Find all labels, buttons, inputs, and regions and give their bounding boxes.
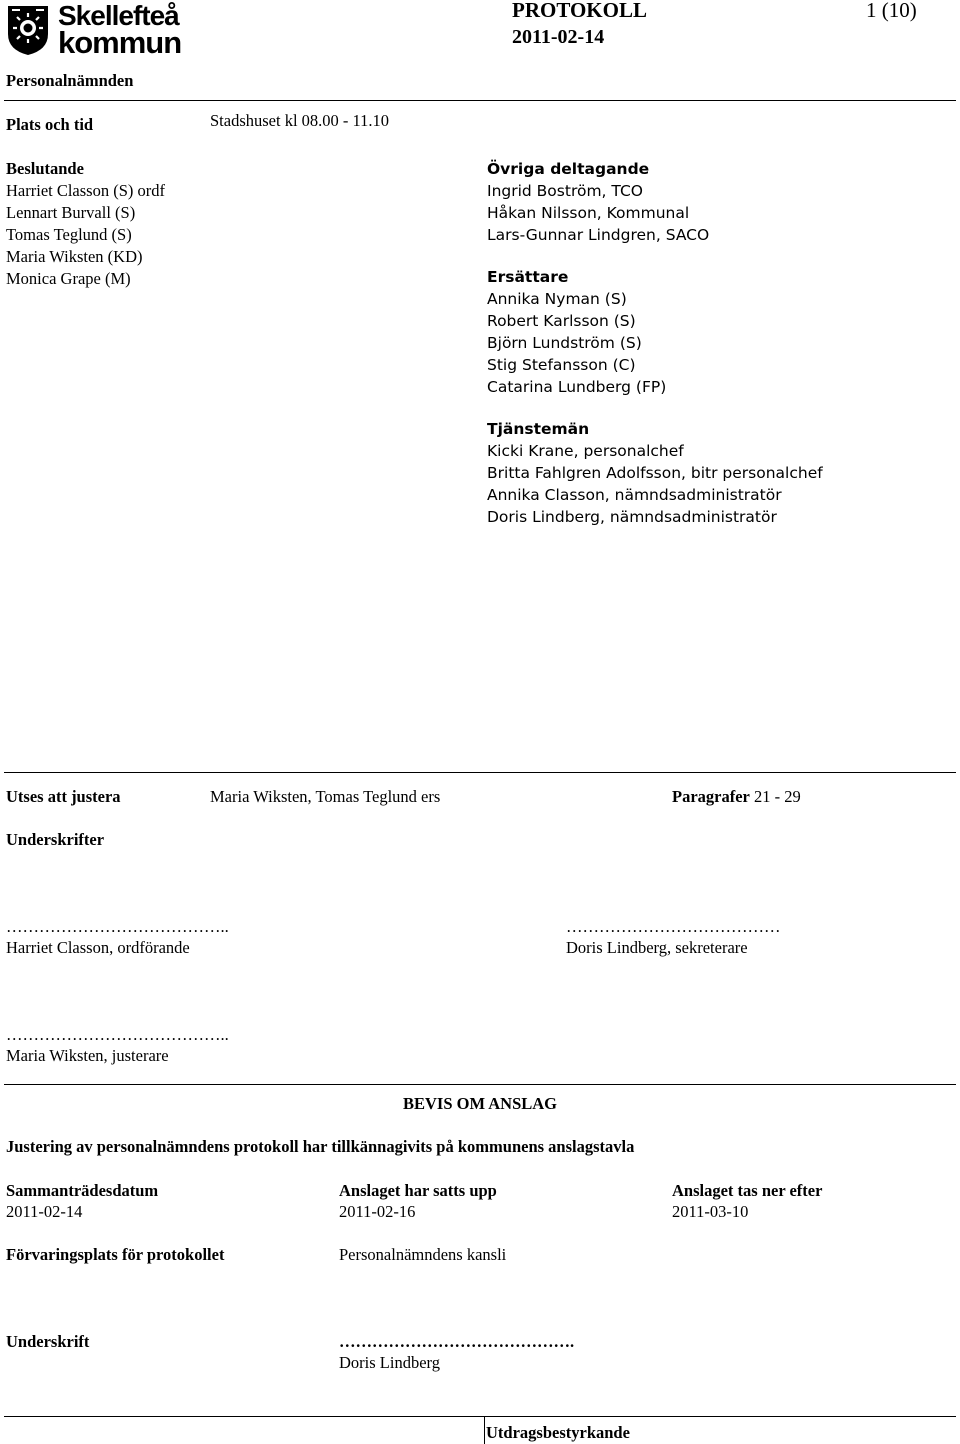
signatures-heading: Underskrifter [6, 830, 105, 849]
official-item: Doris Lindberg, nämndsadministratör [487, 508, 777, 526]
removed-date: 2011-03-10 [672, 1202, 749, 1221]
footer-divider [4, 1416, 956, 1417]
chair-name: Harriet Classon, ordförande [6, 938, 190, 957]
meeting-date-header: 2011-02-14 [512, 26, 605, 48]
footer-label: Utdragsbestyrkande [486, 1423, 630, 1442]
document-title: PROTOKOLL [512, 0, 647, 22]
substitute-item: Stig Stefansson (C) [487, 356, 636, 374]
footer-box-divider [484, 1416, 485, 1444]
posted-date: 2011-02-16 [339, 1202, 416, 1221]
secretary-signature-line: ………………………………… [566, 917, 781, 936]
header-divider [4, 100, 956, 101]
substitute-item: Annika Nyman (S) [487, 290, 627, 308]
ovriga-section [487, 158, 709, 246]
storage-value: Personalnämndens kansli [339, 1245, 507, 1264]
official-item: Annika Classon, nämndsadministratör [487, 486, 782, 504]
secretary-name: Doris Lindberg, sekreterare [566, 938, 748, 957]
official-item: Britta Fahlgren Adolfsson, bitr personalchef [487, 464, 823, 482]
member-item: Tomas Teglund (S) [6, 225, 132, 244]
bevis-heading: BEVIS OM ANSLAG [402, 1094, 558, 1113]
page-number: 1 (10) [866, 0, 917, 22]
place-value: Stadshuset kl 08.00 - 11.10 [210, 111, 390, 130]
removed-label: Anslaget tas ner efter [672, 1181, 823, 1200]
member-item: Maria Wiksten (KD) [6, 247, 143, 266]
meeting-date-value: 2011-02-14 [6, 1202, 83, 1221]
justera-divider [4, 772, 956, 773]
substitute-item: Catarina Lundberg (FP) [487, 378, 667, 396]
storage-label: Förvaringsplats för protokollet [6, 1245, 225, 1264]
paragraphs [672, 786, 801, 808]
logo-line2: kommun [58, 25, 182, 60]
tjansteman-heading: Tjänstemän [487, 420, 590, 438]
beslutande-heading: Beslutande [6, 159, 84, 178]
committee-name: Personalnämnden [6, 71, 134, 90]
substitute-item: Robert Karlsson (S) [487, 312, 636, 330]
official-item: Kicki Krane, personalchef [487, 442, 684, 460]
signature-line: ……………………………………. [339, 1332, 575, 1351]
logo-line1: Skellefteå [58, 0, 179, 31]
justera-label: Utses att justera [6, 787, 121, 806]
member-item: Harriet Classon (S) ordf [6, 181, 166, 200]
member-item: Lennart Burvall (S) [6, 203, 136, 222]
beslutande-section [6, 158, 165, 290]
tjansteman-section [487, 418, 823, 528]
place-label: Plats och tid [6, 115, 94, 134]
ersattare-section [487, 266, 666, 398]
adjuster-name: Maria Wiksten, justerare [6, 1046, 169, 1065]
posted-label: Anslaget har satts upp [339, 1181, 497, 1200]
member-item: Monica Grape (M) [6, 269, 131, 288]
paragraphs-label: Paragrafer [672, 787, 750, 806]
paragraphs-value: 21 - 29 [754, 787, 801, 806]
bevis-statement: Justering av personalnämndens protokoll har tillkännagivits på kommunens anslagstavla [6, 1137, 635, 1156]
signature-name: Doris Lindberg [339, 1353, 440, 1372]
coat-of-arms-icon [6, 4, 50, 56]
adjuster-signature-line: ………………………………….. [6, 1025, 229, 1044]
participant-item: Ingrid Boström, TCO [487, 182, 643, 200]
ersattare-heading: Ersättare [487, 268, 569, 286]
meeting-date-label: Sammanträdesdatum [6, 1181, 159, 1200]
ovriga-heading: Övriga deltagande [487, 160, 650, 178]
justera-value: Maria Wiksten, Tomas Teglund ers [210, 787, 441, 806]
substitute-item: Björn Lundström (S) [487, 334, 642, 352]
participant-item: Håkan Nilsson, Kommunal [487, 204, 690, 222]
municipality-logo [6, 0, 196, 60]
signature-label: Underskrift [6, 1332, 90, 1351]
participant-item: Lars-Gunnar Lindgren, SACO [487, 226, 710, 244]
chair-signature-line: ………………………………….. [6, 917, 229, 936]
bevis-divider [4, 1084, 956, 1085]
